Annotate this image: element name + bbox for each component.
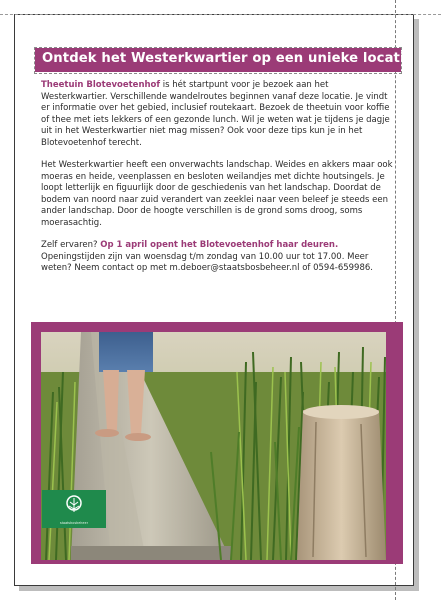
staatsbosbeheer-logo — [42, 490, 106, 528]
paragraph-intro-text: is hét startpunt voor je bezoek aan het Westerkwartier. Verschillende wandelroutes beginnen vanaf deze locatie. Je vindt er informatie over het gebied, inclusief routekaart. Bezoek de theetuin voor koffie of thee met iets lekkers of een gezonde lunch. Wil je weten wat je tijdens je dagje uit in het Westerkwartier niet mag missen? Ook voor deze tips kun je in het Blotevoetenhof terecht. — [41, 80, 390, 148]
paragraph-landscape: Het Westerkwartier heeft een onverwachts landschap. Weides en akkers maar ook moeras en heide, veenplassen en besloten weilandjes met dichte houtsingels. Je loopt letterlijk en figuurlijk door de geschiedenis van het landschap. Doordat de bodem van noord naar zuid verandert van zeeklei naar veen beleef je steeds een ander landschap. Door de hoogte verschillen is de grond soms droog, soms moerasachtig. — [41, 160, 393, 228]
paragraph-intro — [41, 80, 393, 149]
headline: Ontdek het Westerkwartier op een unieke locatie — [42, 51, 414, 66]
opening-highlight: Op 1 april opent het Blotevoetenhof haar deuren. — [100, 240, 339, 250]
guide-horizontal — [0, 14, 441, 15]
lead-highlight: Theetuin Blotevoetenhof — [41, 80, 161, 90]
paragraph-opening — [41, 240, 393, 275]
opening-intro: Zelf ervaren? — [41, 240, 101, 250]
body-text — [41, 80, 393, 286]
headline-bar — [35, 48, 414, 72]
logo-caption: staatsbosbeheer — [59, 521, 89, 525]
opening-details: Openingstijden zijn van woensdag t/m zondag van 10.00 uur tot 17.00. Meer weten? Neem contact op met m.deboer@staatsbosbeheer.nl of 0594-659986. — [41, 251, 373, 273]
